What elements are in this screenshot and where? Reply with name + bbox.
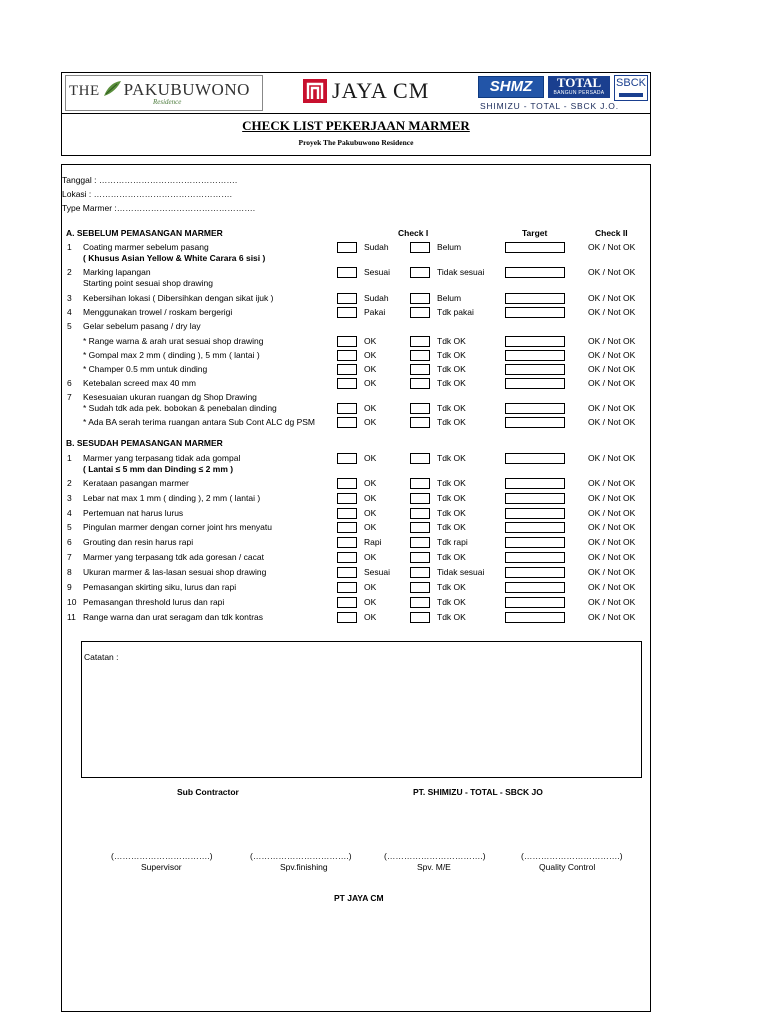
check1-option1-box[interactable] — [337, 417, 357, 428]
check1-option2-label: Belum — [437, 242, 462, 252]
row-number: 7 — [67, 392, 72, 402]
check1-option1-box[interactable] — [337, 378, 357, 389]
row-text: Menggunakan trowel / roskam bergerigi — [83, 307, 233, 317]
row-text: Kebersihan lokasi ( Dibersihkan dengan sikat ijuk ) — [83, 293, 274, 303]
row-text: Lebar nat max 1 mm ( dinding ), 2 mm ( lantai ) — [83, 493, 261, 503]
row-text: Ketebalan screed max 40 mm — [83, 378, 196, 388]
check1-option2-label: Tdk OK — [437, 597, 466, 607]
check2-value: OK / Not OK — [588, 478, 636, 488]
field-lokasi[interactable]: Lokasi : …………………………………………. — [62, 189, 233, 199]
check1-option1-box[interactable] — [337, 478, 357, 489]
jaya-cm-logo — [302, 76, 429, 106]
shmz-badge: SHMZ — [478, 76, 544, 98]
check2-value: OK / Not OK — [588, 267, 636, 277]
check2-value: OK / Not OK — [588, 552, 636, 562]
check1-option2-label: Tdk rapi — [437, 537, 468, 547]
check2-value: OK / Not OK — [588, 597, 636, 607]
check1-option2-box[interactable] — [410, 478, 430, 489]
section-b-heading: B. SESUDAH PEMASANGAN MARMER — [66, 438, 223, 448]
target-box[interactable] — [505, 267, 565, 278]
check1-option2-label: Tdk OK — [437, 336, 466, 346]
sig-dots-quality-control[interactable]: (…………………………….) — [521, 851, 623, 861]
check1-option1-label: OK — [364, 364, 377, 374]
check1-option2-label: Tdk OK — [437, 403, 466, 413]
spv-finishing-label: Spv.finishing — [280, 862, 328, 872]
check2-value: OK / Not OK — [588, 417, 636, 427]
check1-option1-box[interactable] — [337, 552, 357, 563]
row-text: Ukuran marmer & las-lasan sesuai shop drawing — [83, 567, 267, 577]
row-number: 9 — [67, 582, 72, 592]
row-text: Pemasangan threshold lurus dan rapi — [83, 597, 225, 607]
check1-option1-label: Rapi — [364, 537, 382, 547]
check1-option2-box[interactable] — [410, 267, 430, 278]
target-box[interactable] — [505, 508, 565, 519]
check1-option1-label: OK — [364, 378, 377, 388]
check1-option1-box[interactable] — [337, 537, 357, 548]
row-text: * Range warna & arah urat sesuai shop drawing — [83, 336, 264, 346]
check2-value: OK / Not OK — [588, 612, 636, 622]
check1-option1-box[interactable] — [337, 508, 357, 519]
check2-value: OK / Not OK — [588, 364, 636, 374]
check1-option2-label: Tidak sesuai — [437, 567, 485, 577]
check1-option2-label: Tdk OK — [437, 552, 466, 562]
check1-option1-label: OK — [364, 612, 377, 622]
jaya-mark-icon — [302, 78, 328, 104]
row-number: 8 — [67, 567, 72, 577]
row-number: 11 — [67, 612, 76, 622]
pakubuwono-the: THE — [69, 83, 100, 99]
row-text: Grouting dan resin harus rapi — [83, 537, 194, 547]
target-box[interactable] — [505, 522, 565, 533]
check1-option2-box[interactable] — [410, 567, 430, 578]
check1-option2-label: Tdk OK — [437, 508, 466, 518]
col-target: Target — [522, 228, 548, 238]
row-number: 5 — [67, 321, 72, 331]
supervisor-label: Supervisor — [141, 862, 182, 872]
check1-option2-label: Tdk pakai — [437, 307, 474, 317]
check1-option1-label: OK — [364, 336, 377, 346]
pt-jaya-label: PT JAYA CM — [334, 893, 384, 903]
check1-option2-box[interactable] — [410, 552, 430, 563]
check2-value: OK / Not OK — [588, 242, 636, 252]
target-box[interactable] — [505, 478, 565, 489]
col-check1: Check I — [398, 228, 429, 238]
check1-option2-box[interactable] — [410, 336, 430, 347]
row-text: Range warna dan urat seragam dan tdk kontras — [83, 612, 264, 622]
check2-value: OK / Not OK — [588, 403, 636, 413]
row-number: 2 — [67, 267, 72, 277]
check1-option2-label: Tdk OK — [437, 417, 466, 427]
check1-option1-label: Sesuai — [364, 267, 390, 277]
sbck-badge: SBCK — [614, 75, 648, 101]
jaya-cm-text: JAYA CM — [332, 78, 430, 103]
check1-option1-label: Sudah — [364, 242, 389, 252]
check1-option1-label: OK — [364, 493, 377, 503]
row-text: Coating marmer sebelum pasang — [83, 242, 209, 252]
row-number: 3 — [67, 293, 72, 303]
target-box[interactable] — [505, 582, 565, 593]
check1-option2-box[interactable] — [410, 350, 430, 361]
row-text: Kesesuaian ukuran ruangan dg Shop Drawing — [83, 392, 257, 402]
row-number: 3 — [67, 493, 72, 503]
check1-option2-box[interactable] — [410, 403, 430, 414]
sig-dots-spv-finishing[interactable]: (…………………………….) — [250, 851, 352, 861]
check1-option2-box[interactable] — [410, 508, 430, 519]
row-number: 6 — [67, 537, 72, 547]
check1-option1-label: OK — [364, 582, 377, 592]
row-number: 1 — [67, 453, 72, 463]
row-number: 6 — [67, 378, 72, 388]
check2-value: OK / Not OK — [588, 378, 636, 388]
row-text: Kerataan pasangan marmer — [83, 478, 189, 488]
target-box[interactable] — [505, 307, 565, 318]
row-text: Marking lapangan — [83, 267, 151, 277]
target-box[interactable] — [505, 242, 565, 253]
check1-option1-label: OK — [364, 597, 377, 607]
check1-option1-label: OK — [364, 403, 377, 413]
check1-option2-box[interactable] — [410, 364, 430, 375]
check1-option1-box[interactable] — [337, 493, 357, 504]
row-text: Pertemuan nat harus lurus — [83, 508, 184, 518]
field-tanggal[interactable]: Tanggal : …………………………………………. — [62, 175, 238, 185]
sig-dots-supervisor[interactable]: (…………………………….) — [111, 851, 213, 861]
check1-option1-box[interactable] — [337, 267, 357, 278]
row-text: Pingulan marmer dengan corner joint hrs menyatu — [83, 522, 272, 532]
quality-control-label: Quality Control — [539, 862, 596, 872]
check2-value: OK / Not OK — [588, 307, 636, 317]
row-number: 10 — [67, 597, 77, 607]
check1-option1-label: OK — [364, 552, 377, 562]
row-number: 7 — [67, 552, 72, 562]
target-box[interactable] — [505, 350, 565, 361]
check1-option1-box[interactable] — [337, 293, 357, 304]
row-number: 2 — [67, 478, 72, 488]
check1-option1-label: OK — [364, 508, 377, 518]
check1-option1-label: OK — [364, 478, 377, 488]
row-number: 4 — [67, 508, 72, 518]
check1-option2-box[interactable] — [410, 612, 430, 623]
check1-option2-box[interactable] — [410, 453, 430, 464]
sig-dots-spv-me[interactable]: (…………………………….) — [384, 851, 486, 861]
check1-option1-label: Pakai — [364, 307, 386, 317]
check1-option2-label: Belum — [437, 293, 462, 303]
check1-option1-box[interactable] — [337, 336, 357, 347]
row-text: Marmer yang terpasang tdk ada goresan / cacat — [83, 552, 264, 562]
target-box[interactable] — [505, 293, 565, 304]
row-text: * Champer 0.5 mm untuk dinding — [83, 364, 208, 374]
check1-option2-box[interactable] — [410, 597, 430, 608]
check1-option1-box[interactable] — [337, 403, 357, 414]
sbck-bar — [619, 93, 643, 97]
check1-option2-box[interactable] — [410, 378, 430, 389]
row-text-sub: ( Lantai ≤ 5 mm dan Dinding ≤ 2 mm ) — [83, 464, 234, 474]
row-text: Pemasangan skirting siku, lurus dan rapi — [83, 582, 237, 592]
check1-option1-label: OK — [364, 453, 377, 463]
row-text: * Gompal max 2 mm ( dinding ), 5 mm ( lantai ) — [83, 350, 260, 360]
check2-value: OK / Not OK — [588, 493, 636, 503]
check1-option2-label: Tdk OK — [437, 493, 466, 503]
shimizu-total-sbck-logo — [476, 74, 650, 112]
check1-option2-label: Tdk OK — [437, 378, 466, 388]
target-box[interactable] — [505, 537, 565, 548]
check1-option2-label: Tdk OK — [437, 350, 466, 360]
check1-option1-box[interactable] — [337, 453, 357, 464]
check1-option2-box[interactable] — [410, 307, 430, 318]
check1-option1-label: OK — [364, 350, 377, 360]
row-text: Gelar sebelum pasang / dry lay — [83, 321, 201, 331]
check1-option2-label: Tdk OK — [437, 478, 466, 488]
row-number: 4 — [67, 307, 72, 317]
check1-option1-box[interactable] — [337, 597, 357, 608]
sub-contractor-label: Sub Contractor — [177, 787, 239, 797]
target-box[interactable] — [505, 493, 565, 504]
check1-option1-box[interactable] — [337, 522, 357, 533]
leaf-icon — [102, 80, 122, 98]
check2-value: OK / Not OK — [588, 537, 636, 547]
row-text-sub: ( Khusus Asian Yellow & White Carara 6 sisi ) — [83, 253, 266, 263]
spv-me-label: Spv. M/E — [417, 862, 451, 872]
check1-option1-box[interactable] — [337, 364, 357, 375]
target-box[interactable] — [505, 364, 565, 375]
check1-option2-box[interactable] — [410, 293, 430, 304]
check1-option2-box[interactable] — [410, 493, 430, 504]
check2-value: OK / Not OK — [588, 293, 636, 303]
target-box[interactable] — [505, 403, 565, 414]
catatan-box[interactable] — [81, 641, 642, 778]
check2-value: OK / Not OK — [588, 582, 636, 592]
check1-option1-box[interactable] — [337, 612, 357, 623]
target-box[interactable] — [505, 417, 565, 428]
document-subtitle: Proyek The Pakubuwono Residence — [298, 138, 414, 147]
target-box[interactable] — [505, 552, 565, 563]
check1-option2-label: Tdk OK — [437, 612, 466, 622]
total-badge: TOTAL BANGUN PERSADA — [548, 76, 610, 98]
check2-value: OK / Not OK — [588, 453, 636, 463]
target-box[interactable] — [505, 453, 565, 464]
target-box[interactable] — [505, 597, 565, 608]
pakubuwono-logo — [61, 72, 266, 114]
check2-value: OK / Not OK — [588, 567, 636, 577]
check1-option1-label: Sudah — [364, 293, 389, 303]
check1-option2-label: Tdk OK — [437, 453, 466, 463]
pakubuwono-residence: Residence — [153, 98, 182, 106]
check1-option2-box[interactable] — [410, 582, 430, 593]
row-text-sub: Starting point sesuai shop drawing — [83, 278, 213, 288]
target-box[interactable] — [505, 378, 565, 389]
check1-option1-box[interactable] — [337, 350, 357, 361]
row-text: Marmer yang terpasang tidak ada gompal — [83, 453, 241, 463]
check1-option2-box[interactable] — [410, 537, 430, 548]
check1-option2-label: Tdk OK — [437, 582, 466, 592]
check1-option2-label: Tidak sesuai — [437, 267, 485, 277]
check1-option2-label: Tdk OK — [437, 364, 466, 374]
check1-option1-box[interactable] — [337, 242, 357, 253]
row-text-sub: * Sudah tdk ada pek. bobokan & penebalan dinding — [83, 403, 277, 413]
check1-option2-label: Tdk OK — [437, 522, 466, 532]
catatan-label: Catatan : — [84, 652, 119, 662]
check1-option1-label: OK — [364, 522, 377, 532]
check1-option2-box[interactable] — [410, 242, 430, 253]
check2-value: OK / Not OK — [588, 350, 636, 360]
check1-option1-box[interactable] — [337, 567, 357, 578]
check1-option1-box[interactable] — [337, 582, 357, 593]
document-title: CHECK LIST PEKERJAAN MARMER — [242, 118, 470, 133]
target-box[interactable] — [505, 567, 565, 578]
check1-option1-label: Sesuai — [364, 567, 390, 577]
check1-option2-box[interactable] — [410, 522, 430, 533]
pakubuwono-name: PAKUBUWONO — [123, 80, 250, 99]
row-text: * Ada BA serah terima ruangan antara Sub Cont ALC dg PSM — [83, 417, 316, 427]
section-a-heading: A. SEBELUM PEMASANGAN MARMER — [66, 228, 223, 238]
check1-option1-box[interactable] — [337, 307, 357, 318]
jo-line: SHIMIZU - TOTAL - SBCK J.O. — [480, 101, 619, 111]
check2-value: OK / Not OK — [588, 522, 636, 532]
row-number: 1 — [67, 242, 72, 252]
check1-option2-box[interactable] — [410, 417, 430, 428]
check1-option1-label: OK — [364, 417, 377, 427]
target-box[interactable] — [505, 336, 565, 347]
target-box[interactable] — [505, 612, 565, 623]
field-type-marmer[interactable]: Type Marmer :…………………………………………. — [62, 203, 256, 213]
row-number: 5 — [67, 522, 72, 532]
check2-value: OK / Not OK — [588, 508, 636, 518]
check2-value: OK / Not OK — [588, 336, 636, 346]
pt-shimizu-label: PT. SHIMIZU - TOTAL - SBCK JO — [413, 787, 543, 797]
col-check2: Check II — [595, 228, 628, 238]
